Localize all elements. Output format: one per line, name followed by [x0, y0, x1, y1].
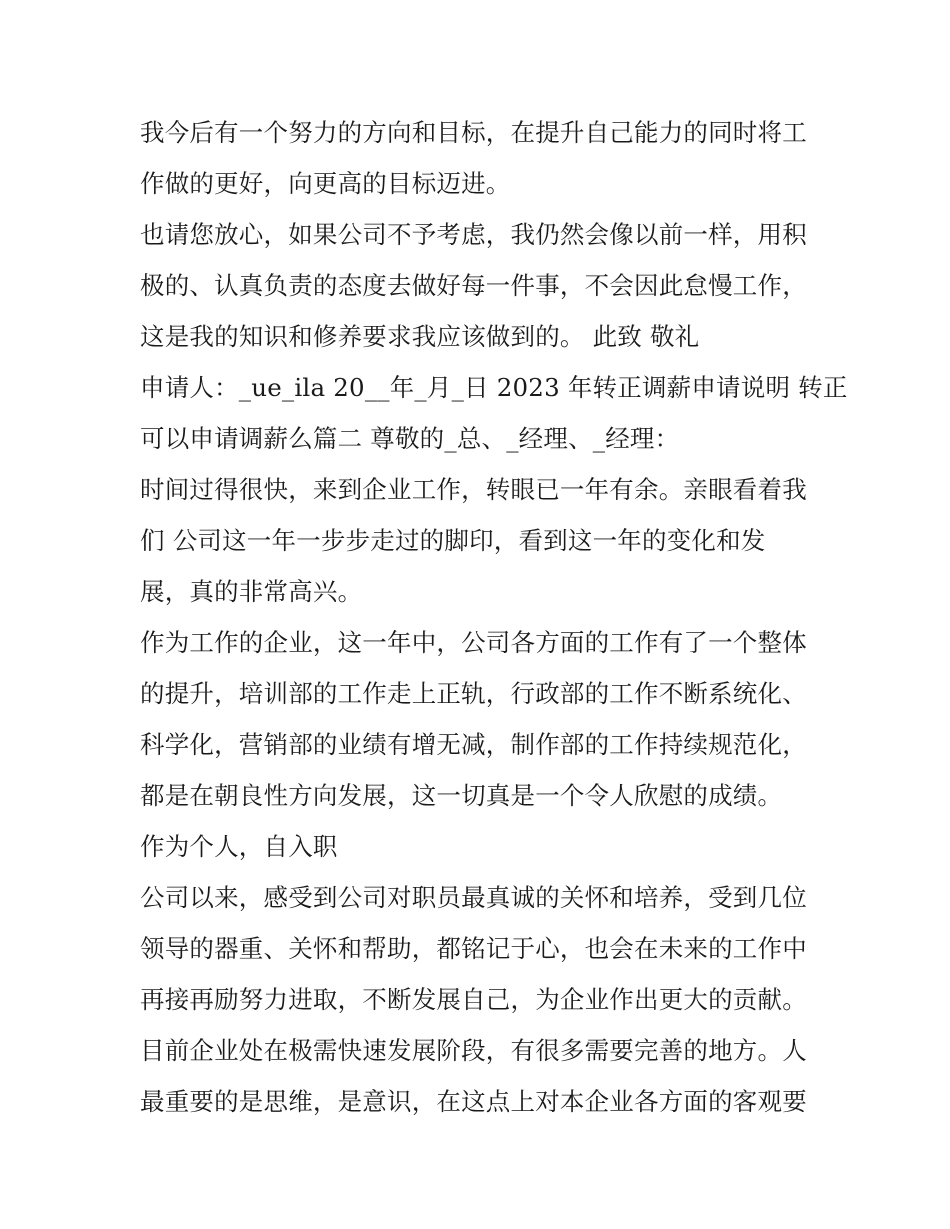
text-line: 展，真的非常高兴。	[140, 577, 363, 606]
text-line: 科学化，营销部的业绩有增无减，制作部的工作持续规范化，	[140, 730, 807, 759]
text-line: 们 公司这一年一步步走过的脚印，看到这一年的变化和发	[140, 526, 766, 555]
text-line: 申请人：_ue_ila 20__年_月_日 2023 年转正调薪申请说明 转正	[140, 373, 848, 402]
text-line: 作为工作的企业，这一年中，公司各方面的工作有了一个整体	[140, 628, 807, 657]
text-line: 作为个人，自入职	[140, 832, 338, 861]
text-line: 也请您放心，如果公司不予考虑，我仍然会像以前一样，用积	[140, 220, 807, 249]
text-line: 极的、认真负责的态度去做好每一件事，不会因此怠慢工作，	[140, 271, 807, 300]
text-line: 再接再励努力进取，不断发展自己，为企业作出更大的贡献。	[140, 985, 807, 1014]
document-page	[140, 107, 848, 1127]
text-line: 公司以来，感受到公司对职员最真诚的关怀和培养，受到几位	[140, 883, 807, 912]
text-line: 作做的更好，向更高的目标迈进。	[140, 169, 511, 198]
text-line: 目前企业处在极需快速发展阶段，有很多需要完善的地方。人	[140, 1036, 807, 1065]
text-line: 最重要的是思维，是意识，在这点上对本企业各方面的客观要	[140, 1087, 807, 1116]
text-line: 的提升，培训部的工作走上正轨，行政部的工作不断系统化、	[140, 679, 807, 708]
text-line: 可以申请调薪么篇二 尊敬的_总、_经理、_经理：	[140, 424, 680, 453]
text-line: 都是在朝良性方向发展，这一切真是一个令人欣慰的成绩。	[140, 781, 783, 810]
text-line: 领导的器重、关怀和帮助，都铭记于心，也会在未来的工作中	[140, 934, 807, 963]
text-line: 我今后有一个努力的方向和目标，在提升自己能力的同时将工	[140, 118, 807, 147]
text-line: 时间过得很快，来到企业工作，转眼已一年有余。亲眼看着我	[140, 475, 807, 504]
text-line: 这是我的知识和修养要求我应该做到的。 此致 敬礼	[140, 322, 700, 351]
